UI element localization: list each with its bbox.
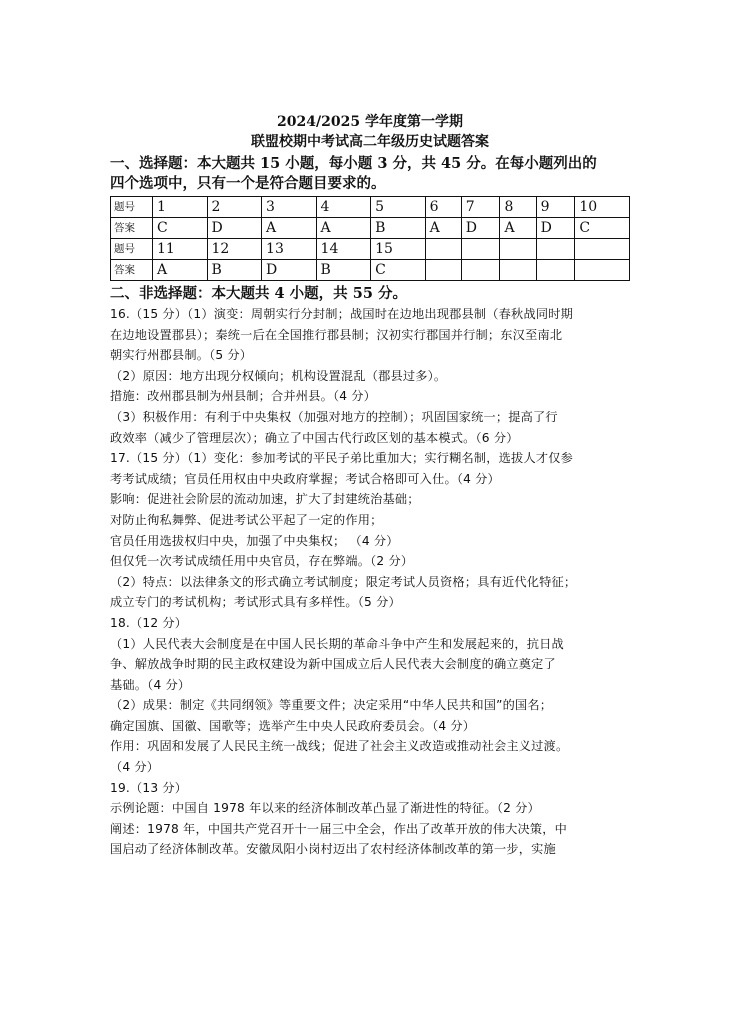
table-cell: 1 — [153, 197, 208, 218]
text-line: 争、解放战争时期的民主政权建设为新中国成立后人民代表大会制度的确立奠定了 — [110, 657, 556, 672]
text-line: 基础。（4 分） — [110, 677, 191, 692]
table-cell — [536, 260, 575, 281]
text-line: 措施：改州郡县制为州县制；合并州县。（4 分） — [110, 389, 377, 404]
table-cell: B — [371, 218, 426, 239]
table-cell: D — [461, 218, 500, 239]
table-row-answers-2 — [111, 260, 630, 281]
table-cell — [425, 260, 461, 281]
text-line: 18.（12 分） — [110, 615, 188, 630]
text-line: 考考试成绩；官员任用权由中央政府掌握；考试合格即可入仕。（4 分） — [110, 471, 500, 486]
table-cell: 11 — [153, 239, 208, 260]
table-cell: A — [500, 218, 536, 239]
table-cell: 6 — [425, 197, 461, 218]
table-cell: 7 — [461, 197, 500, 218]
table-cell: 2 — [207, 197, 262, 218]
table-cell — [425, 239, 461, 260]
table-cell: 13 — [262, 239, 317, 260]
text-line: （2）原因：地方出现分权倾向；机构设置混乱（郡县过多）。 — [110, 368, 447, 383]
text-line: 政效率（减少了管理层次）；确立了中国古代行政区划的基本模式。（6 分） — [110, 430, 519, 445]
table-cell: 3 — [262, 197, 317, 218]
table-cell: C — [371, 260, 426, 281]
table-cell: 15 — [371, 239, 426, 260]
document-title-line2: 联盟校期中考试高二年级历史试题答案 — [251, 134, 489, 150]
text-line: （2）特点：以法律条文的形式确立考试制度；限定考试人员资格；具有近代化特征； — [110, 574, 577, 589]
text-line: 在边地设置郡县）；秦统一后在全国推行郡县制；汉初实行郡国并行制；东汉至南北 — [110, 327, 563, 342]
table-cell: 12 — [207, 239, 262, 260]
table-cell — [536, 239, 575, 260]
text-line: （1）人民代表大会制度是在中国人民长期的革命斗争中产生和发展起来的，抗日战 — [110, 636, 564, 651]
text-line: （3）积极作用：有利于中央集权（加强对地方的控制）；巩固国家统一；提高了行 — [110, 409, 558, 424]
table-cell: C — [153, 218, 208, 239]
table-cell — [461, 239, 500, 260]
table-cell: 5 — [371, 197, 426, 218]
text-line: 19.（13 分） — [110, 780, 188, 795]
table-cell — [575, 260, 630, 281]
table-cell — [500, 260, 536, 281]
text-line: 阐述：1978 年，中国共产党召开十一届三中全会，作出了改革开放的伟大决策，中 — [110, 821, 568, 836]
table-cell — [461, 260, 500, 281]
table-cell: 9 — [536, 197, 575, 218]
table-cell: D — [262, 260, 317, 281]
table-cell: 4 — [316, 197, 371, 218]
text-line: 16.（15 分）（1）演变：周朝实行分封制；战国时在边地出现郡县制（春秋战同时期 — [110, 307, 573, 321]
text-line: （4 分） — [110, 760, 160, 775]
text-line: 对防止徇私舞弊、促进考试公平起了一定的作用； — [110, 512, 383, 527]
table-cell: D — [207, 218, 262, 239]
table-cell — [500, 239, 536, 260]
table-cell: 14 — [316, 239, 371, 260]
answer-sheet — [110, 112, 630, 860]
document-title-line1: 2024/2025 学年度第一学期 — [277, 114, 463, 130]
table-row-answers-1 — [111, 218, 630, 239]
section1-heading-line1: 一、选择题：本大题共 15 小题，每小题 3 分，共 45 分。在每小题列出的 — [110, 155, 597, 172]
text-line: （2）成果：制定《共同纲领》等重要文件；决定采用“中华人民共和国”的国名； — [110, 698, 553, 713]
text-line: 朝实行州郡县制。（5 分） — [110, 348, 253, 363]
table-cell: A — [262, 218, 317, 239]
table-cell: C — [575, 218, 630, 239]
row-label-question: 题号 — [111, 197, 153, 218]
text-line: 确定国旗、国徽、国歌等；选举产生中央人民政府委员会。（4 分） — [110, 718, 476, 733]
table-cell: B — [207, 260, 262, 281]
section2-heading: 二、非选择题：本大题共 4 小题，共 55 分。 — [110, 285, 407, 302]
text-line: 成立专门的考试机构；考试形式具有多样性。（5 分） — [110, 595, 401, 610]
text-line: 作用：巩固和发展了人民民主统一战线；促进了社会主义改造或推动社会主义过渡。 — [110, 739, 569, 754]
row-label-question: 题号 — [111, 239, 153, 260]
table-cell: A — [153, 260, 208, 281]
text-line: 国启动了经济体制改革。安徽凤阳小岗村迈出了农村经济体制改革的第一步，实施 — [110, 842, 556, 857]
answer-body — [110, 304, 630, 860]
table-cell: A — [425, 218, 461, 239]
text-line: 影响：促进社会阶层的流动加速，扩大了封建统治基础； — [110, 492, 420, 507]
text-line: 示例论题：中国自 1978 年以来的经济体制改革凸显了渐进性的特征。（2 分） — [110, 801, 540, 816]
table-cell: D — [536, 218, 575, 239]
table-cell: B — [316, 260, 371, 281]
answer-table — [110, 196, 630, 281]
text-line: 但仅凭一次考试成绩任用中央官员，存在弊端。（2 分） — [110, 554, 414, 569]
text-line: 17.（15 分）（1）变化：参加考试的平民子弟比重加大；实行糊名制，选拔人才仅参 — [110, 451, 573, 466]
text-line: 官员任用选拔权归中央，加强了中央集权； （4 分） — [110, 533, 399, 548]
section1-heading-line2: 四个选项中，只有一个是符合题目要求的。 — [110, 175, 386, 192]
table-cell: A — [316, 218, 371, 239]
table-cell: 8 — [500, 197, 536, 218]
row-label-answer: 答案 — [111, 260, 153, 281]
row-label-answer: 答案 — [111, 218, 153, 239]
table-cell — [575, 239, 630, 260]
table-row-numbers-2 — [111, 239, 630, 260]
table-row-numbers-1 — [111, 197, 630, 218]
table-cell: 10 — [575, 197, 630, 218]
